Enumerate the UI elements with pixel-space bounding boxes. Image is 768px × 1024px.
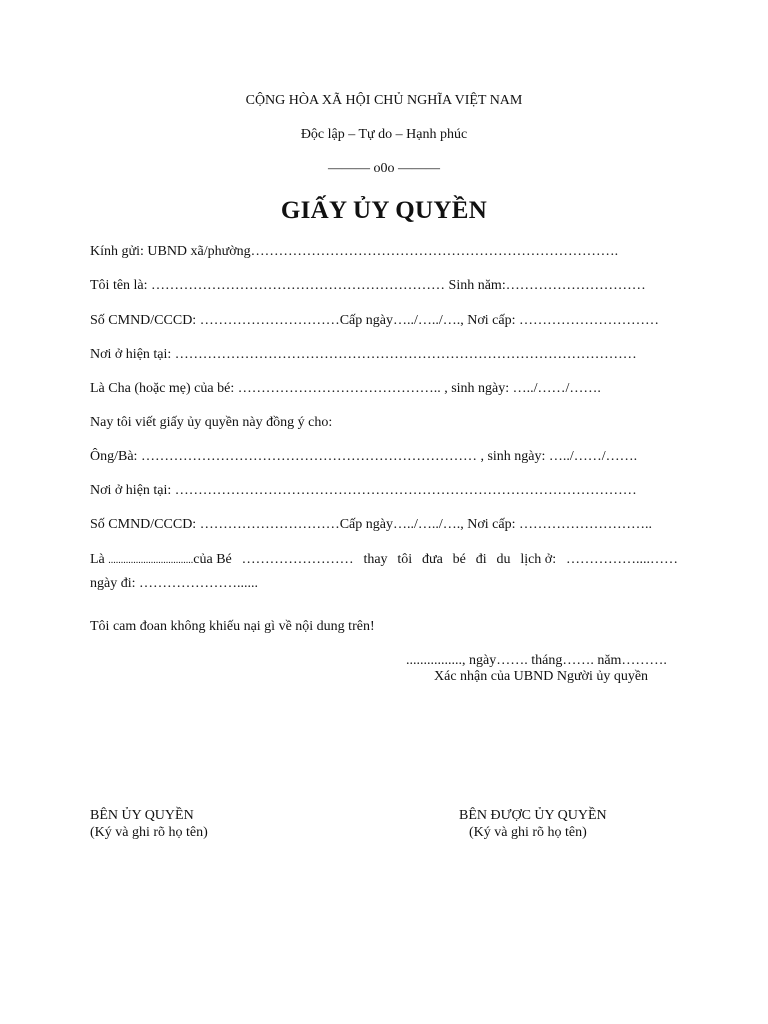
separator: ——— o0o ———: [328, 161, 440, 176]
relation-word-toi: tôi: [397, 552, 413, 567]
grantee-title: BÊN ĐƯỢC ỦY QUYỀN: [459, 808, 607, 823]
relation-word-dua: đưa: [422, 552, 443, 567]
id-line-grantor: Số CMND/CCCD: …………………………Cấp ngày…../…../…., Nơi cấp: …………………………: [90, 313, 659, 328]
confirmation-line: Xác nhận của UBND Người ủy quyền: [434, 669, 649, 684]
parent-line: Là Cha (hoặc mẹ) của bé: …………………………………….. , sinh ngày: …../……/…….: [90, 381, 601, 396]
departure-line: ngày đi: …………………......: [90, 576, 258, 591]
relation-word-lich: lịch ở:: [520, 552, 557, 567]
grantee-signature-block: [459, 807, 607, 841]
intro-line: Nay tôi viết giấy ủy quyền này đồng ý cho:: [90, 415, 333, 430]
grantee-note: (Ký và ghi rõ họ tên): [469, 825, 587, 840]
date-line: ................, ngày……. tháng……. năm……….: [406, 653, 667, 668]
residence-line-grantor: Nơi ở hiện tại: ………………………………………………………………………………………: [90, 347, 637, 362]
document-title: GIẤY ỦY QUYỀN: [280, 197, 488, 224]
grantor-note: (Ký và ghi rõ họ tên): [90, 825, 208, 840]
motto: Độc lập – Tự do – Hạnh phúc: [300, 127, 468, 142]
commitment-line: Tôi cam đoan không khiếu nại gì về nội dung trên!: [90, 619, 375, 634]
recipient-line: Kính gửi: UBND xã/phường…………………………………………………………………….: [90, 244, 619, 259]
relation-word-be: bé: [452, 552, 466, 567]
name-line: Tôi tên là: ……………………………………………………… Sinh năm:…………………………: [90, 278, 646, 293]
relation-word-thay: thay: [363, 552, 388, 567]
relation-line: [90, 551, 678, 570]
relation-word-du: du: [496, 552, 511, 567]
proxy-line: Ông/Bà: ……………………………………………………………… , sinh ngày: …../……/…….: [90, 449, 638, 464]
id-line-proxy: Số CMND/CCCD: …………………………Cấp ngày…../…../…., Nơi cấp: ………………………..: [90, 517, 652, 532]
relation-child-dots: ……………………: [241, 552, 354, 567]
grantor-title: BÊN ỦY QUYỀN: [90, 808, 194, 823]
country-heading: CỘNG HÒA XÃ HỘI CHỦ NGHĨA VIỆT NAM: [245, 93, 523, 108]
relation-place-dots: ……………....……: [565, 552, 678, 567]
relation-la: Là ..................................của Bé: [90, 552, 232, 567]
grantor-signature-block: [90, 807, 208, 841]
relation-word-di: đi: [475, 552, 487, 567]
residence-line-proxy: Nơi ở hiện tại: ………………………………………………………………………………………: [90, 483, 637, 498]
